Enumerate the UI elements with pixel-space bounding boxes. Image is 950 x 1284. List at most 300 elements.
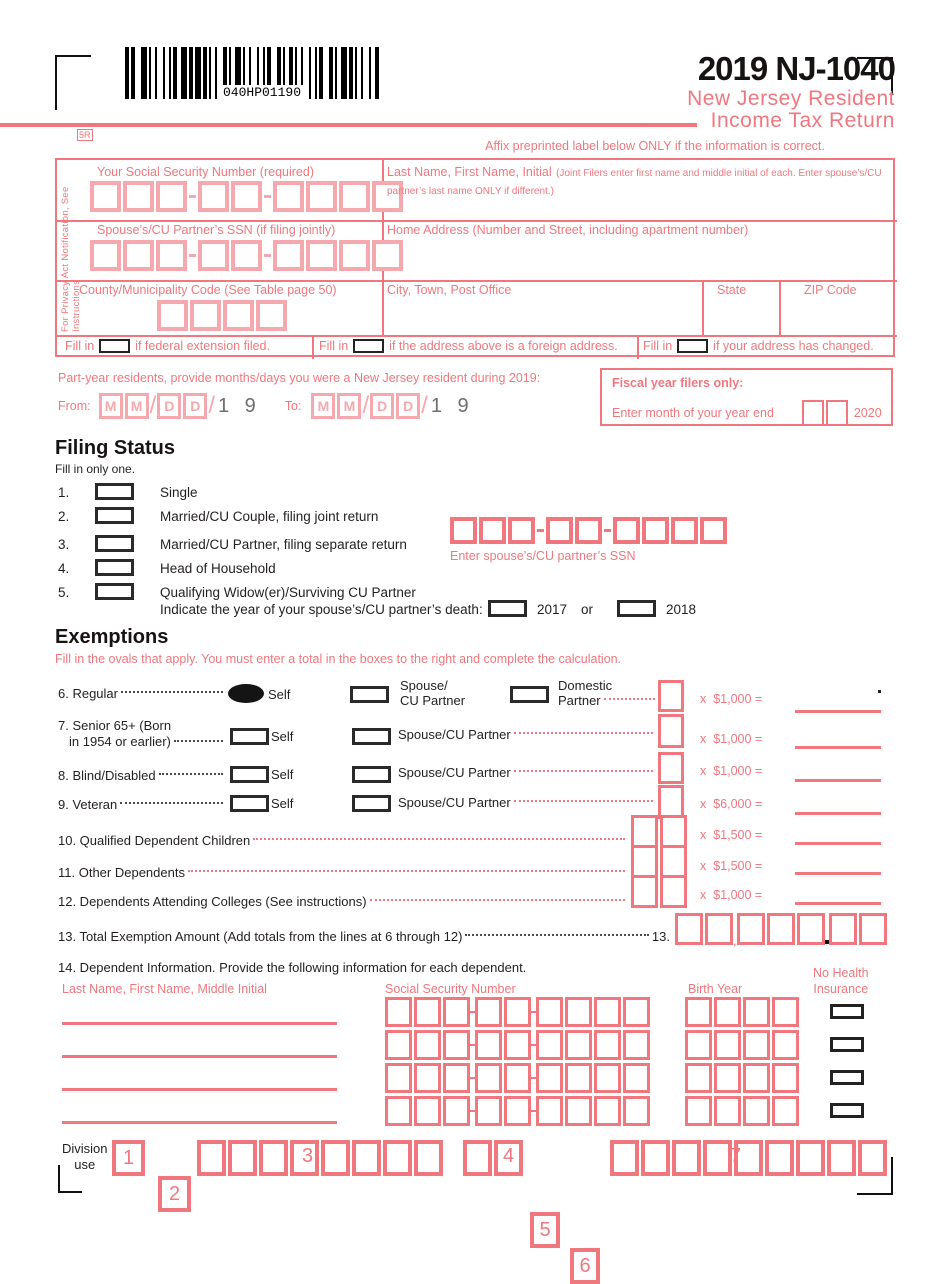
exemptions-heading: Exemptions [55,626,169,648]
item-number: 1. [58,485,70,500]
spouse-ssn-label: Spouse’s/CU Partner’s SSN (if filing jointly) [97,223,336,237]
fill-in-text: Fill in [65,339,95,353]
domestic-label-line2: Partner [558,693,601,708]
division-cell[interactable] [703,1140,732,1176]
regular-spouse-oval[interactable] [350,686,389,703]
exemption-line-8 [55,752,895,785]
ssn-digit-box[interactable] [156,240,187,271]
address-changed-checkbox[interactable] [677,339,708,353]
line6-multiplier: x $1,000 = [700,692,763,706]
ssn-digit-box[interactable] [414,1063,441,1093]
spouse-ssn-boxes [90,240,403,271]
line7-label [58,718,226,750]
self-label: Self [268,687,291,702]
foreign-address-fillin [319,339,618,353]
identification-block [55,158,895,357]
filing-status-widow-label: Qualifying Widow(er)/Surviving CU Partner [160,585,416,600]
line7-label-line2: in 1954 or earlier) [69,734,171,749]
to-day-box[interactable]: D [396,393,420,419]
line12-multiplier: x $1,000 = [700,888,763,902]
total-digit-box[interactable] [705,913,733,945]
ssn-digit-box[interactable] [414,1096,441,1126]
death-year-or: or [581,602,594,617]
dependent-row [55,1096,895,1129]
line9-count-box[interactable] [658,785,684,819]
ssn-group-separator [264,195,271,198]
ssn-digit-box[interactable] [565,1063,592,1093]
division-cell[interactable] [610,1140,639,1176]
total-digit-box[interactable] [797,913,825,945]
year-digit-box[interactable] [772,997,799,1027]
fiscal-year-label: 2020 [853,406,882,420]
ssn-digit-box[interactable] [475,1096,502,1126]
line12-label: 12. Dependents Attending Colleges (See instructions) [58,894,367,909]
exemption-line-13 [55,913,895,947]
division-digit: 4 [503,1145,515,1167]
ssn-group-separator [264,254,271,257]
item-number: 4. [58,561,70,576]
division-cell[interactable] [414,1140,443,1176]
line7-amount-line[interactable] [795,746,881,749]
ssn-digit-box[interactable] [536,997,563,1027]
to-month-box[interactable]: M [311,393,335,419]
ssn-digit-box[interactable] [385,997,412,1027]
line7-count-box[interactable] [658,714,684,748]
line13-number: 13. [651,929,670,944]
dependent-birth-year-boxes [685,1096,799,1126]
item-number: 3. [58,537,70,552]
division-use-label [62,1141,108,1173]
line11-label: 11. Other Dependents [58,865,185,880]
exemption-line-7 [55,714,895,752]
division-digit: 5 [539,1219,551,1241]
line9-label-row [58,797,226,812]
dotted-leader [370,899,625,901]
part-year-dates [58,392,474,420]
division-cell[interactable] [383,1140,412,1176]
ssn-digit-box[interactable] [273,181,304,212]
ssn-digit-box[interactable] [671,517,698,544]
ssn-digit-box[interactable] [623,1030,650,1060]
year-digit-box[interactable] [685,1030,712,1060]
ssn-digit-box[interactable] [156,181,187,212]
dependent-name-field[interactable] [62,1022,337,1025]
line11-multiplier: x $1,500 = [700,859,763,873]
dotted-leader [604,698,655,700]
line12-label-row [58,894,628,909]
dotted-leader [121,691,223,693]
death-year-2017-checkbox[interactable] [488,600,527,617]
ssn-digit-box[interactable] [475,1063,502,1093]
to-month-box[interactable]: M [337,393,361,419]
header-rule [0,123,697,127]
to-label: To: [284,399,302,413]
line10-count-boxes [631,815,687,848]
division-box-5[interactable] [530,1212,560,1248]
division-cell[interactable] [197,1140,226,1176]
county-digit-box[interactable] [223,300,254,331]
name-field[interactable] [387,163,893,199]
spouse-label-line2: CU Partner [400,693,466,708]
from-month-box[interactable]: M [125,393,149,419]
fill-in-text: Fill in [319,339,349,353]
year-digit-box[interactable] [743,1096,770,1126]
dotted-leader [514,800,653,802]
dependent-ssn-boxes [385,997,650,1027]
death-year-2017-label: 2017 [537,602,568,617]
line8-label-row [58,768,226,783]
division-cell[interactable] [858,1140,887,1176]
self-label: Self [271,796,294,811]
total-digit-box[interactable] [675,913,703,945]
death-year-prompt: Indicate the year of your spouse’s/CU partner’s death: [160,602,483,617]
dotted-leader [159,773,223,775]
part-year-instruction: Part-year residents, provide months/days you were a New Jersey resident during 2019: [58,371,541,385]
dotted-leader [253,838,625,840]
from-day-box[interactable]: D [157,393,181,419]
ssn-digit-box[interactable] [575,517,602,544]
division-digit: 2 [168,1183,181,1205]
veteran-self-oval[interactable] [230,795,269,812]
year-digit-box[interactable] [714,1030,741,1060]
state-field[interactable]: State [717,283,747,297]
ssn-digit-box[interactable] [90,181,121,212]
division-label-line2: use [74,1157,96,1172]
ssn-digit-box[interactable] [231,240,262,271]
ssn-digit-box[interactable] [385,1030,412,1060]
fiscal-month-box[interactable] [826,400,848,426]
filing-status-separate-label: Married/CU Partner, filing separate return [160,537,407,552]
from-day-box[interactable]: D [183,393,207,419]
exemptions-section [55,626,895,952]
ssn-group-separator [189,254,196,257]
affix-label-note: Affix preprinted label below ONLY if the information is correct. [485,139,825,153]
ssn-digit-box[interactable] [623,1096,650,1126]
ssn-digit-box[interactable] [536,1063,563,1093]
home-address-field[interactable]: Home Address (Number and Street, including apartment number) [387,223,749,237]
ssn-digit-box[interactable] [372,240,403,271]
line9-spouse-row [398,795,656,810]
spouse-label: Spouse/CU Partner [398,727,511,742]
form-revision-tag: 5R [79,130,91,140]
ssn-group-separator [189,195,196,198]
ssn-digit-box[interactable] [385,1063,412,1093]
count-digit-box[interactable] [631,875,658,908]
division-cell[interactable] [672,1140,701,1176]
ssn-digit-box[interactable] [339,240,370,271]
fiscal-row [612,400,882,426]
county-digit-box[interactable] [157,300,188,331]
line8-count-box[interactable] [658,752,684,784]
line10-label: 10. Qualified Dependent Children [58,833,251,848]
fiscal-month-box[interactable] [802,400,824,426]
federal-extension-checkbox[interactable] [99,339,130,353]
county-digit-box[interactable] [190,300,221,331]
year-digit-box[interactable] [772,1030,799,1060]
ssn-digit-box[interactable] [594,1063,621,1093]
your-ssn-label: Your Social Security Number (required) [97,165,314,179]
ssn-digit-box[interactable] [504,1063,531,1093]
line7-label-line1: 7. Senior 65+ (Born [58,718,172,733]
division-cell[interactable] [463,1140,492,1176]
filing-status-separate-checkbox[interactable] [95,535,134,552]
exemption-line-11 [55,845,895,878]
no-health-insurance-checkbox[interactable] [830,1103,864,1118]
line8-label: 8. Blind/Disabled [58,768,156,783]
line6-spouse-label [400,678,465,708]
barcode [125,47,431,99]
count-digit-box[interactable] [660,815,687,848]
ssn-digit-box[interactable] [450,517,477,544]
fill-in-text: Fill in [643,339,673,353]
thousands-comma: , [733,933,737,948]
ssn-digit-box[interactable] [231,181,262,212]
ssn-digit-box[interactable] [414,997,441,1027]
from-label: From: [58,399,91,413]
year-digit-box[interactable] [772,1096,799,1126]
no-health-insurance-checkbox[interactable] [830,1070,864,1085]
foreign-address-checkbox[interactable] [353,339,384,353]
ssn-digit-box[interactable] [123,181,154,212]
date-slash: / [208,392,215,419]
dependent-name-field[interactable] [62,1121,337,1124]
year-digit-box[interactable] [743,1030,770,1060]
from-month-box[interactable]: M [99,393,123,419]
count-digit-box[interactable] [631,815,658,848]
item-number: 5. [58,585,70,600]
year-digit-box[interactable] [714,1063,741,1093]
col-header-ssn: Social Security Number [385,982,516,996]
line12-amount-line[interactable] [795,902,881,905]
date-slash: / [149,392,157,419]
line7-multiplier: x $1,000 = [700,732,763,746]
form-subtitle-line1: New Jersey Resident [687,87,895,110]
line9-label: 9. Veteran [58,797,118,812]
division-cell[interactable] [321,1140,350,1176]
ssn-digit-box[interactable] [565,1096,592,1126]
ssn-group-separator [537,529,544,532]
line6-amount-line[interactable] [795,710,881,713]
ssn-digit-box[interactable] [594,1096,621,1126]
col-header-birth-year: Birth Year [688,982,743,996]
dependents-heading: 14. Dependent Information. Provide the following information for each dependent. [58,960,527,975]
ssn-digit-box[interactable] [508,517,535,544]
dependent-row [55,997,895,1030]
form-subtitle-line2: Income Tax Return [710,109,895,132]
veteran-spouse-oval[interactable] [352,795,391,812]
ssn-digit-box[interactable] [198,240,229,271]
ssn-digit-box[interactable] [479,517,506,544]
count-digit-box[interactable] [660,845,687,878]
regular-domestic-oval[interactable] [510,686,549,703]
ssn-digit-box[interactable] [536,1096,563,1126]
ssn-digit-box[interactable] [385,1096,412,1126]
no-health-insurance-checkbox[interactable] [830,1004,864,1019]
year-digit-box[interactable] [685,1096,712,1126]
ssn-digit-box[interactable] [475,997,502,1027]
fill-in-suffix: if the address above is a foreign address. [389,339,618,353]
divider [312,335,314,359]
ssn-digit-box[interactable] [339,181,370,212]
line8-multiplier: x $1,000 = [700,764,763,778]
filing-status-single-checkbox[interactable] [95,483,134,500]
year-digit-box[interactable] [772,1063,799,1093]
ssn-digit-box[interactable] [306,240,337,271]
line10-multiplier: x $1,500 = [700,828,763,842]
from-year: 1 9 [217,394,261,417]
line11-count-boxes [631,845,687,878]
dependents-section [55,958,895,1134]
blind-self-oval[interactable] [230,766,269,783]
ssn-digit-box[interactable] [443,997,470,1027]
dependent-name-field[interactable] [62,1088,337,1091]
count-digit-box[interactable] [660,875,687,908]
dependent-name-field[interactable] [62,1055,337,1058]
ssn-digit-box[interactable] [594,1030,621,1060]
ssn-digit-box[interactable] [546,517,573,544]
domestic-label-line1: Domestic [558,678,613,693]
total-digit-box[interactable] [737,913,765,945]
line12-count-boxes [631,875,687,908]
divider [57,220,897,222]
count-digit-box[interactable] [631,845,658,878]
division-cell[interactable] [827,1140,856,1176]
filing-status-joint-label: Married/CU Couple, filing joint return [160,509,379,524]
ssn-digit-box[interactable] [565,997,592,1027]
senior-self-oval[interactable] [230,728,269,745]
division-use-section [55,1138,895,1277]
divider [57,280,897,282]
item-number: 2. [58,509,70,524]
fill-in-suffix: if federal extension filed. [135,339,270,353]
ssn-digit-box[interactable] [700,517,727,544]
federal-extension-fillin [65,339,270,353]
year-digit-box[interactable] [743,1063,770,1093]
regular-self-oval-filled[interactable] [228,684,264,703]
year-digit-box[interactable] [714,1096,741,1126]
ssn-digit-box[interactable] [443,1096,470,1126]
divider [637,335,639,359]
division-digit: 7 [730,1145,742,1167]
address-changed-fillin [643,339,874,353]
ssn-digit-box[interactable] [536,1030,563,1060]
ssn-digit-box[interactable] [565,1030,592,1060]
year-digit-box[interactable] [743,997,770,1027]
total-digit-box[interactable] [859,913,887,945]
ssn-digit-box[interactable] [306,181,337,212]
ssn-digit-box[interactable] [504,997,531,1027]
no-health-insurance-checkbox[interactable] [830,1037,864,1052]
exemption-line-12 [55,875,895,908]
county-code-boxes [157,300,287,331]
line6-domestic-label [558,678,658,708]
total-digit-box[interactable] [767,913,795,945]
zip-field[interactable]: ZIP Code [804,283,857,297]
line8-amount-line[interactable] [795,779,881,782]
exemption-line-6 [55,678,895,714]
ssn-digit-box[interactable] [198,181,229,212]
period-mark [878,690,881,693]
dependent-ssn-boxes [385,1096,650,1126]
dotted-leader [120,802,223,804]
county-code-label: County/Municipality Code (See Table page 50) [79,283,337,297]
line13-total-boxes [675,913,887,948]
year-digit-box[interactable] [714,997,741,1027]
to-day-box[interactable]: D [370,393,394,419]
line7-spouse-row [398,727,656,742]
division-cell[interactable] [259,1140,288,1176]
spouse-label: Spouse/CU Partner [398,765,511,780]
division-cell[interactable] [641,1140,670,1176]
division-digit: 1 [122,1147,135,1169]
divider [779,280,781,335]
fill-in-suffix: if your address has changed. [713,339,874,353]
year-digit-box[interactable] [685,1063,712,1093]
ssn-digit-box[interactable] [475,1030,502,1060]
self-label: Self [271,767,294,782]
line6-count-box[interactable] [658,680,684,712]
ssn-digit-box[interactable] [504,1030,531,1060]
division-cell[interactable] [796,1140,825,1176]
ssn-digit-box[interactable] [443,1063,470,1093]
line9-multiplier: x $6,000 = [700,797,763,811]
dotted-leader [514,732,653,734]
filing-status-heading: Filing Status [55,437,175,459]
year-digit-box[interactable] [685,997,712,1027]
dependent-row [55,1030,895,1063]
dependent-ssn-boxes [385,1063,650,1093]
ssn-digit-box[interactable] [623,997,650,1027]
death-year-2018-checkbox[interactable] [617,600,656,617]
ssn-digit-box[interactable] [123,240,154,271]
exemptions-note: Fill in the ovals that apply. You must enter a total in the boxes to the right and complete the calculation. [55,652,622,666]
to-year: 1 9 [430,394,474,417]
name-label: Last Name, First Name, Initial [387,165,552,179]
dependent-birth-year-boxes [685,997,799,1027]
dependent-ssn-boxes [385,1030,650,1060]
fiscal-title: Fiscal year filers only: [612,376,744,390]
total-digit-box[interactable] [829,913,857,945]
senior-spouse-oval[interactable] [352,728,391,745]
ssn-digit-box[interactable] [273,240,304,271]
filing-status-joint-checkbox[interactable] [95,507,134,524]
dotted-leader [188,870,625,872]
ssn-digit-box[interactable] [642,517,669,544]
line8-spouse-row [398,765,656,780]
county-digit-box[interactable] [256,300,287,331]
ssn-digit-box[interactable] [623,1063,650,1093]
no-health-line1: No Health [813,966,869,980]
ssn-digit-box[interactable] [443,1030,470,1060]
ssn-digit-box[interactable] [504,1096,531,1126]
division-box-2[interactable] [158,1176,191,1212]
ssn-digit-box[interactable] [90,240,121,271]
spouse-ssn-caption: Enter spouse’s/CU partner’s SSN [450,549,636,563]
city-field[interactable]: City, Town, Post Office [387,283,512,297]
blind-spouse-oval[interactable] [352,766,391,783]
division-cell[interactable] [352,1140,381,1176]
line13-label: 13. Total Exemption Amount (Add totals from the lines at 6 through 12) [58,929,463,944]
ssn-digit-box[interactable] [594,997,621,1027]
ssn-digit-box[interactable] [414,1030,441,1060]
division-box-1[interactable] [112,1140,145,1176]
division-cell[interactable] [765,1140,794,1176]
division-box-6[interactable] [570,1248,600,1284]
filing-status-widow-checkbox[interactable] [95,583,134,600]
filing-status-hoh-checkbox[interactable] [95,559,134,576]
division-cell[interactable] [228,1140,257,1176]
ssn-digit-box[interactable] [613,517,640,544]
